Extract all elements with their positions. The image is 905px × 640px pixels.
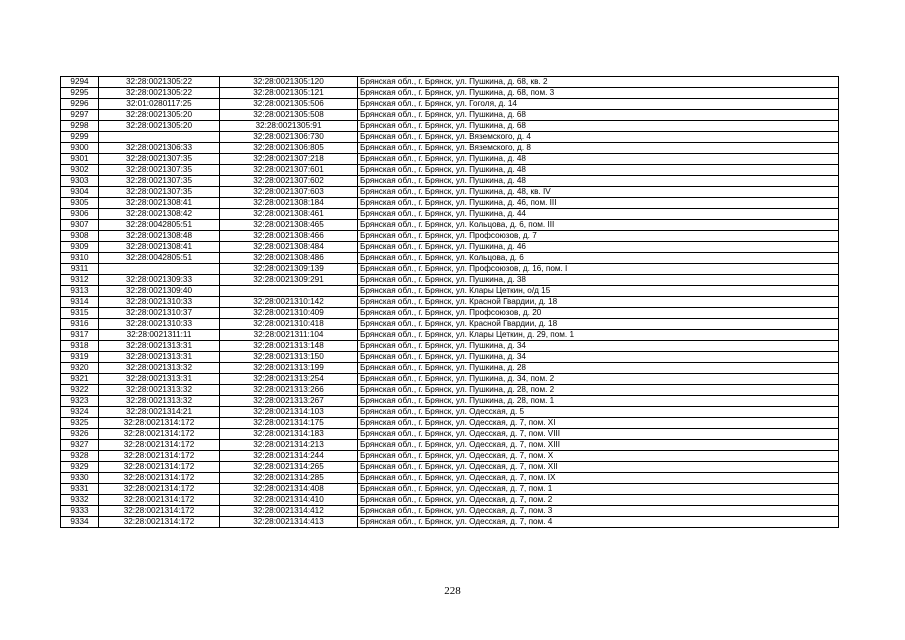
row-number-cell: 9301	[61, 154, 99, 165]
table-row	[61, 462, 839, 473]
table-row	[61, 165, 839, 176]
object-cadastral-number-cell: 32:28:0021313:148	[220, 341, 358, 352]
table-row	[61, 352, 839, 363]
address-cell: Брянская обл., г. Брянск, ул. Пушкина, д. 48	[358, 165, 839, 176]
address-cell: Брянская обл., г. Брянск, ул. Пушкина, д. 68, пом. 3	[358, 88, 839, 99]
object-cadastral-number-cell: 32:28:0021305:506	[220, 99, 358, 110]
address-cell: Брянская обл., г. Брянск, ул. Профсоюзов, д. 20	[358, 308, 839, 319]
address-cell: Брянская обл., г. Брянск, ул. Пушкина, д. 46, пом. III	[358, 198, 839, 209]
row-number-cell: 9325	[61, 418, 99, 429]
row-number-cell: 9334	[61, 517, 99, 528]
land-cadastral-number-cell: 32:28:0021314:172	[99, 429, 220, 440]
address-cell: Брянская обл., г. Брянск, ул. Одесская, д. 7, пом. 1	[358, 484, 839, 495]
object-cadastral-number-cell: 32:28:0021305:508	[220, 110, 358, 121]
table-row	[61, 418, 839, 429]
land-cadastral-number-cell: 32:28:0021307:35	[99, 165, 220, 176]
row-number-cell: 9296	[61, 99, 99, 110]
address-cell: Брянская обл., г. Брянск, ул. Пушкина, д. 38	[358, 275, 839, 286]
table-row	[61, 374, 839, 385]
address-cell: Брянская обл., г. Брянск, ул. Одесская, д. 7, пом. XII	[358, 462, 839, 473]
table-row	[61, 517, 839, 528]
object-cadastral-number-cell: 32:28:0021307:602	[220, 176, 358, 187]
address-cell: Брянская обл., г. Брянск, ул. Пушкина, д. 34	[358, 352, 839, 363]
object-cadastral-number-cell: 32:28:0021308:184	[220, 198, 358, 209]
row-number-cell: 9309	[61, 242, 99, 253]
land-cadastral-number-cell: 32:28:0021313:31	[99, 374, 220, 385]
address-cell: Брянская обл., г. Брянск, ул. Пушкина, д. 48	[358, 154, 839, 165]
table-row	[61, 209, 839, 220]
address-cell: Брянская обл., г. Брянск, ул. Вяземского, д. 4	[358, 132, 839, 143]
table-row	[61, 77, 839, 88]
table-row	[61, 363, 839, 374]
object-cadastral-number-cell: 32:28:0021309:139	[220, 264, 358, 275]
address-cell: Брянская обл., г. Брянск, ул. Гоголя, д. 14	[358, 99, 839, 110]
object-cadastral-number-cell: 32:28:0021310:418	[220, 319, 358, 330]
table-row	[61, 484, 839, 495]
address-cell: Брянская обл., г. Брянск, ул. Профсоюзов, д. 16, пом. I	[358, 264, 839, 275]
row-number-cell: 9327	[61, 440, 99, 451]
object-cadastral-number-cell: 32:28:0021313:267	[220, 396, 358, 407]
address-cell: Брянская обл., г. Брянск, ул. Одесская, д. 7, пом. VIII	[358, 429, 839, 440]
land-cadastral-number-cell: 32:28:0021313:32	[99, 396, 220, 407]
table-row	[61, 297, 839, 308]
object-cadastral-number-cell: 32:28:0021314:244	[220, 451, 358, 462]
row-number-cell: 9314	[61, 297, 99, 308]
table-row	[61, 88, 839, 99]
row-number-cell: 9316	[61, 319, 99, 330]
table-row	[61, 451, 839, 462]
row-number-cell: 9317	[61, 330, 99, 341]
object-cadastral-number-cell: 32:28:0021307:601	[220, 165, 358, 176]
table-row	[61, 308, 839, 319]
row-number-cell: 9303	[61, 176, 99, 187]
object-cadastral-number-cell: 32:28:0021305:120	[220, 77, 358, 88]
table-row	[61, 396, 839, 407]
address-cell: Брянская обл., г. Брянск, ул. Красной Гвардии, д. 18	[358, 319, 839, 330]
land-cadastral-number-cell: 32:01:0280117:25	[99, 99, 220, 110]
object-cadastral-number-cell: 32:28:0021306:805	[220, 143, 358, 154]
address-cell: Брянская обл., г. Брянск, ул. Красной Гвардии, д. 18	[358, 297, 839, 308]
address-cell: Брянская обл., г. Брянск, ул. Профсоюзов, д. 7	[358, 231, 839, 242]
row-number-cell: 9332	[61, 495, 99, 506]
land-cadastral-number-cell: 32:28:0021305:20	[99, 121, 220, 132]
row-number-cell: 9312	[61, 275, 99, 286]
address-cell: Брянская обл., г. Брянск, ул. Пушкина, д. 28, пом. 1	[358, 396, 839, 407]
page-number: 228	[444, 585, 461, 597]
table-row	[61, 264, 839, 275]
table-row	[61, 110, 839, 121]
table-row	[61, 275, 839, 286]
row-number-cell: 9319	[61, 352, 99, 363]
row-number-cell: 9310	[61, 253, 99, 264]
table-row	[61, 385, 839, 396]
object-cadastral-number-cell: 32:28:0021307:603	[220, 187, 358, 198]
address-cell: Брянская обл., г. Брянск, ул. Клары Цеткин, о/д 15	[358, 286, 839, 297]
table-row	[61, 440, 839, 451]
land-cadastral-number-cell: 32:28:0021310:37	[99, 308, 220, 319]
address-cell: Брянская обл., г. Брянск, ул. Одесская, д. 7, пом. X	[358, 451, 839, 462]
address-cell: Брянская обл., г. Брянск, ул. Пушкина, д. 28	[358, 363, 839, 374]
table-row	[61, 495, 839, 506]
table-row	[61, 154, 839, 165]
address-cell: Брянская обл., г. Брянск, ул. Пушкина, д. 48, кв. IV	[358, 187, 839, 198]
land-cadastral-number-cell: 32:28:0021309:40	[99, 286, 220, 297]
table-row	[61, 220, 839, 231]
table-row	[61, 198, 839, 209]
address-cell: Брянская обл., г. Брянск, ул. Пушкина, д. 68	[358, 110, 839, 121]
land-cadastral-number-cell: 32:28:0021307:35	[99, 176, 220, 187]
land-cadastral-number-cell: 32:28:0042805:51	[99, 220, 220, 231]
land-cadastral-number-cell: 32:28:0021308:48	[99, 231, 220, 242]
registry-table-body	[61, 77, 839, 528]
row-number-cell: 9297	[61, 110, 99, 121]
row-number-cell: 9298	[61, 121, 99, 132]
table-row	[61, 176, 839, 187]
land-cadastral-number-cell: 32:28:0021314:21	[99, 407, 220, 418]
address-cell: Брянская обл., г. Брянск, ул. Одесская, д. 7, пом. XI	[358, 418, 839, 429]
object-cadastral-number-cell	[220, 286, 358, 297]
table-row	[61, 187, 839, 198]
land-cadastral-number-cell: 32:28:0021310:33	[99, 319, 220, 330]
table-row	[61, 506, 839, 517]
address-cell: Брянская обл., г. Брянск, ул. Пушкина, д. 34	[358, 341, 839, 352]
object-cadastral-number-cell: 32:28:0021314:412	[220, 506, 358, 517]
object-cadastral-number-cell: 32:28:0021314:408	[220, 484, 358, 495]
table-row	[61, 341, 839, 352]
land-cadastral-number-cell: 32:28:0021310:33	[99, 297, 220, 308]
address-cell: Брянская обл., г. Брянск, ул. Одесская, д. 7, пом. 4	[358, 517, 839, 528]
row-number-cell: 9313	[61, 286, 99, 297]
row-number-cell: 9328	[61, 451, 99, 462]
object-cadastral-number-cell: 32:28:0021308:461	[220, 209, 358, 220]
land-cadastral-number-cell: 32:28:0021314:172	[99, 451, 220, 462]
land-cadastral-number-cell: 32:28:0021309:33	[99, 275, 220, 286]
object-cadastral-number-cell: 32:28:0021313:254	[220, 374, 358, 385]
row-number-cell: 9306	[61, 209, 99, 220]
object-cadastral-number-cell: 32:28:0021309:291	[220, 275, 358, 286]
land-cadastral-number-cell	[99, 264, 220, 275]
land-cadastral-number-cell: 32:28:0021308:41	[99, 198, 220, 209]
row-number-cell: 9300	[61, 143, 99, 154]
object-cadastral-number-cell: 32:28:0021308:466	[220, 231, 358, 242]
land-cadastral-number-cell	[99, 132, 220, 143]
address-cell: Брянская обл., г. Брянск, ул. Одесская, д. 7, пом. 2	[358, 495, 839, 506]
row-number-cell: 9294	[61, 77, 99, 88]
row-number-cell: 9304	[61, 187, 99, 198]
object-cadastral-number-cell: 32:28:0021306:730	[220, 132, 358, 143]
land-cadastral-number-cell: 32:28:0021311:11	[99, 330, 220, 341]
land-cadastral-number-cell: 32:28:0021306:33	[99, 143, 220, 154]
land-cadastral-number-cell: 32:28:0021314:172	[99, 473, 220, 484]
table-row	[61, 132, 839, 143]
object-cadastral-number-cell: 32:28:0021314:183	[220, 429, 358, 440]
row-number-cell: 9324	[61, 407, 99, 418]
land-cadastral-number-cell: 32:28:0021314:172	[99, 462, 220, 473]
land-cadastral-number-cell: 32:28:0021314:172	[99, 484, 220, 495]
address-cell: Брянская обл., г. Брянск, ул. Одесская, д. 7, пом. XIII	[358, 440, 839, 451]
land-cadastral-number-cell: 32:28:0021314:172	[99, 506, 220, 517]
row-number-cell: 9321	[61, 374, 99, 385]
table-row	[61, 121, 839, 132]
address-cell: Брянская обл., г. Брянск, ул. Пушкина, д. 34, пом. 2	[358, 374, 839, 385]
object-cadastral-number-cell: 32:28:0021314:413	[220, 517, 358, 528]
row-number-cell: 9326	[61, 429, 99, 440]
registry-table	[60, 76, 839, 528]
land-cadastral-number-cell: 32:28:0021305:22	[99, 88, 220, 99]
object-cadastral-number-cell: 32:28:0021308:484	[220, 242, 358, 253]
land-cadastral-number-cell: 32:28:0021313:32	[99, 385, 220, 396]
object-cadastral-number-cell: 32:28:0021308:486	[220, 253, 358, 264]
row-number-cell: 9305	[61, 198, 99, 209]
address-cell: Брянская обл., г. Брянск, ул. Одесская, д. 5	[358, 407, 839, 418]
land-cadastral-number-cell: 32:28:0021308:41	[99, 242, 220, 253]
address-cell: Брянская обл., г. Брянск, ул. Пушкина, д. 48	[358, 176, 839, 187]
table-row	[61, 330, 839, 341]
row-number-cell: 9322	[61, 385, 99, 396]
address-cell: Брянская обл., г. Брянск, ул. Пушкина, д. 28, пом. 2	[358, 385, 839, 396]
object-cadastral-number-cell: 32:28:0021314:175	[220, 418, 358, 429]
row-number-cell: 9333	[61, 506, 99, 517]
address-cell: Брянская обл., г. Брянск, ул. Пушкина, д. 46	[358, 242, 839, 253]
object-cadastral-number-cell: 32:28:0021314:103	[220, 407, 358, 418]
row-number-cell: 9329	[61, 462, 99, 473]
land-cadastral-number-cell: 32:28:0021313:31	[99, 352, 220, 363]
land-cadastral-number-cell: 32:28:0021313:32	[99, 363, 220, 374]
object-cadastral-number-cell: 32:28:0021314:213	[220, 440, 358, 451]
table-row	[61, 253, 839, 264]
address-cell: Брянская обл., г. Брянск, ул. Вяземского, д. 8	[358, 143, 839, 154]
land-cadastral-number-cell: 32:28:0021314:172	[99, 517, 220, 528]
address-cell: Брянская обл., г. Брянск, ул. Пушкина, д. 68, кв. 2	[358, 77, 839, 88]
object-cadastral-number-cell: 32:28:0021313:199	[220, 363, 358, 374]
row-number-cell: 9323	[61, 396, 99, 407]
object-cadastral-number-cell: 32:28:0021305:91	[220, 121, 358, 132]
land-cadastral-number-cell: 32:28:0021307:35	[99, 187, 220, 198]
row-number-cell: 9295	[61, 88, 99, 99]
table-row	[61, 473, 839, 484]
object-cadastral-number-cell: 32:28:0021314:285	[220, 473, 358, 484]
table-row	[61, 319, 839, 330]
object-cadastral-number-cell: 32:28:0021313:150	[220, 352, 358, 363]
object-cadastral-number-cell: 32:28:0021314:265	[220, 462, 358, 473]
table-row	[61, 99, 839, 110]
table-row	[61, 286, 839, 297]
land-cadastral-number-cell: 32:28:0021314:172	[99, 418, 220, 429]
row-number-cell: 9307	[61, 220, 99, 231]
object-cadastral-number-cell: 32:28:0021310:142	[220, 297, 358, 308]
row-number-cell: 9331	[61, 484, 99, 495]
row-number-cell: 9318	[61, 341, 99, 352]
table-row	[61, 231, 839, 242]
address-cell: Брянская обл., г. Брянск, ул. Пушкина, д. 68	[358, 121, 839, 132]
land-cadastral-number-cell: 32:28:0021313:31	[99, 341, 220, 352]
address-cell: Брянская обл., г. Брянск, ул. Кольцова, д. 6	[358, 253, 839, 264]
row-number-cell: 9308	[61, 231, 99, 242]
address-cell: Брянская обл., г. Брянск, ул. Одесская, д. 7, пом. IX	[358, 473, 839, 484]
table-row	[61, 429, 839, 440]
land-cadastral-number-cell: 32:28:0021314:172	[99, 440, 220, 451]
row-number-cell: 9330	[61, 473, 99, 484]
object-cadastral-number-cell: 32:28:0021307:218	[220, 154, 358, 165]
row-number-cell: 9315	[61, 308, 99, 319]
table-row	[61, 407, 839, 418]
object-cadastral-number-cell: 32:28:0021308:465	[220, 220, 358, 231]
land-cadastral-number-cell: 32:28:0021305:20	[99, 110, 220, 121]
object-cadastral-number-cell: 32:28:0021310:409	[220, 308, 358, 319]
object-cadastral-number-cell: 32:28:0021311:104	[220, 330, 358, 341]
row-number-cell: 9311	[61, 264, 99, 275]
land-cadastral-number-cell: 32:28:0042805:51	[99, 253, 220, 264]
object-cadastral-number-cell: 32:28:0021305:121	[220, 88, 358, 99]
row-number-cell: 9302	[61, 165, 99, 176]
address-cell: Брянская обл., г. Брянск, ул. Пушкина, д. 44	[358, 209, 839, 220]
land-cadastral-number-cell: 32:28:0021305:22	[99, 77, 220, 88]
address-cell: Брянская обл., г. Брянск, ул. Кольцова, д. 6, пом. III	[358, 220, 839, 231]
land-cadastral-number-cell: 32:28:0021308:42	[99, 209, 220, 220]
table-row	[61, 242, 839, 253]
table-row	[61, 143, 839, 154]
land-cadastral-number-cell: 32:28:0021307:35	[99, 154, 220, 165]
row-number-cell: 9299	[61, 132, 99, 143]
object-cadastral-number-cell: 32:28:0021314:410	[220, 495, 358, 506]
row-number-cell: 9320	[61, 363, 99, 374]
address-cell: Брянская обл., г. Брянск, ул. Клары Цеткин, д. 29, пом. 1	[358, 330, 839, 341]
land-cadastral-number-cell: 32:28:0021314:172	[99, 495, 220, 506]
object-cadastral-number-cell: 32:28:0021313:266	[220, 385, 358, 396]
address-cell: Брянская обл., г. Брянск, ул. Одесская, д. 7, пом. 3	[358, 506, 839, 517]
